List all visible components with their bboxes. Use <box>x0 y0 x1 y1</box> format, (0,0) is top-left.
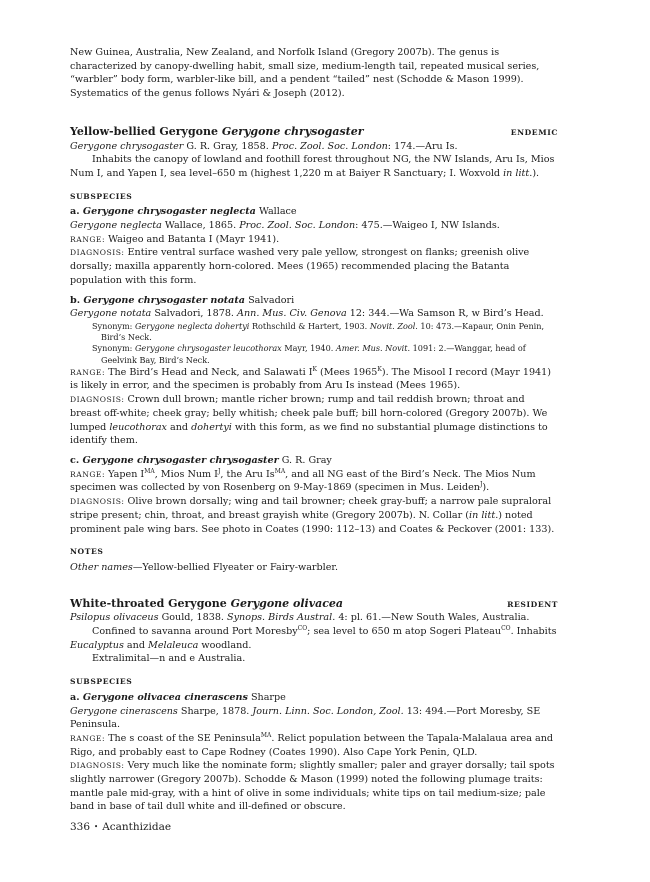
synonym-locality: 1091: 2.—Wanggar, head of Geelvink Bay, Bird’s Neck. <box>101 343 526 365</box>
habitat-text: ; sea level to 650 m atop Sogeri Plateau <box>307 626 502 638</box>
species-heading-white-throated <box>70 597 558 612</box>
citation-locality: : 475.—Waigeo I, NW Islands. <box>355 220 500 232</box>
range-text: The Bird’s Head and Neck, and Salawati I <box>105 366 313 378</box>
synonym-label: Synonym: <box>92 343 135 354</box>
subspecies-author: Salvadori <box>245 294 295 306</box>
page-number: 336 <box>70 821 91 833</box>
synonym-leucothorax <box>79 343 558 365</box>
synonym-journal: Novit. Zool. <box>369 320 418 331</box>
notes-text <box>70 561 558 575</box>
citation-journal: Proc. Zool. Soc. London <box>239 220 356 232</box>
range-text: Waigeo and Batanta I (Mayr 1941). <box>105 233 280 245</box>
citation-author: Sharpe, 1878. <box>177 705 253 717</box>
subspecies-a-citation <box>70 705 558 732</box>
range-text: Yapen I <box>105 468 145 480</box>
citation-name: Gerygone neglecta <box>70 220 162 232</box>
diagnosis-text: Olive brown dorsally; wing and tail browner; cheek gray-buff; a narrow pale supraloral stripe present; chin, throat, and breast grayish white (Gregory 2007b). N. Collar ( <box>70 496 552 521</box>
subspecies-c-range <box>70 468 558 495</box>
scientific-name: Gerygone chrysogaster <box>221 124 364 138</box>
habitat-italic: Eucalyptus <box>70 639 124 651</box>
common-name: Yellow-bellied Gerygone <box>70 124 218 138</box>
synonym-name: Gerygone neglecta dohertyi <box>134 320 250 331</box>
range-label: RANGE: <box>70 367 106 377</box>
status-label: ENDEMIC <box>510 127 558 137</box>
subspecies-letter: b. <box>70 294 84 306</box>
species-citation <box>70 611 558 625</box>
habitat-paragraph <box>70 153 558 180</box>
synonym-name: Gerygone chrysogaster leucothorax <box>134 343 282 354</box>
habitat-text: . Inhabits <box>510 626 557 638</box>
range-label: RANGE: <box>70 234 106 244</box>
habitat-text: woodland. <box>198 639 252 651</box>
range-text: (Mees 1965 <box>317 366 378 378</box>
citation-name: Gerygone notata <box>70 308 152 320</box>
citation-journal: Ann. Mus. Civ. Genova <box>237 308 347 320</box>
synonym-journal: Amer. Mus. Novit. <box>335 343 411 354</box>
scientific-name: Gerygone olivacea <box>230 596 344 610</box>
subspecies-letter: a. <box>70 206 83 218</box>
diagnosis-label: DIAGNOSIS: <box>70 761 125 771</box>
citation-locality: : 174.—Aru Is. <box>387 140 458 152</box>
diagnosis-text: Entire ventral surface washed very pale yellow, strongest on flanks; greenish olive dorsally; maxilla apparently horn-colored. Mees (1965) recommended placing the Batanta population with this form. <box>70 247 530 286</box>
citation-journal: Journ. Linn. Soc. London, Zool. <box>252 705 404 717</box>
diagnosis-label: DIAGNOSIS: <box>70 395 125 405</box>
subspecies-b-diagnosis <box>70 393 558 448</box>
notes-rest: —Yellow-bellied Flyeater or Fairy-warbler. <box>132 561 338 573</box>
habitat-text: and <box>123 639 149 651</box>
intro-paragraph: New Guinea, Australia, New Zealand, and Norfolk Island (Gregory 2007b). The genus is characterized by canopy-dwelling habit, small size, medium-length tail, repeated musical series, “warbler” body form, warbler-like bill, and a pendent “tailed” nest (Schodde & Mason 1999). Systematics of the genus follows Nyári & Joseph (2012). <box>70 47 540 100</box>
subspecies-a-diagnosis <box>70 759 558 814</box>
source-superscript: CO <box>297 624 308 632</box>
diagnosis-label: DIAGNOSIS: <box>70 248 125 258</box>
citation-name: Gerygone cinerascens <box>70 705 178 717</box>
diagnosis-text: Crown dull brown; mantle richer brown; rump and tail reddish brown; throat and breast off-white; cheek gray; belly whitish; cheek pale buff; bill horn-colored (Gregory 2007b). We lumped <box>70 394 548 433</box>
common-name: White-throated Gerygone <box>70 596 227 610</box>
species-heading-yellow-bellied <box>70 125 558 140</box>
citation-author: G. R. Gray, 1858. <box>183 140 272 152</box>
subspecies-author: Wallace <box>255 206 297 218</box>
citation-journal: Synops. Birds Austral. <box>227 612 336 624</box>
habitat-text: Inhabits the canopy of lowland and foothill forest throughout NG, the NW Islands, Aru Is, Mios Num I, and Yapen I, sea level–650 m (highest 1,220 m at Baiyer R Sanctuary; I. Woxvold <box>70 154 555 179</box>
citation-locality: 13: 494.—Port Moresby, SE Peninsula. <box>70 705 541 731</box>
subspecies-a-range <box>70 233 558 247</box>
citation-locality: 12: 344.—Wa Samson R, w Bird’s Head. <box>346 308 544 320</box>
habitat-italic: in litt. <box>503 167 533 179</box>
source-superscript: K <box>377 365 382 373</box>
range-text: , and all NG east of the Bird’s Neck. The Mios Num specimen was collected by von Rosenberg on 9-May-1869 (specimen in Mus. Leiden <box>70 468 536 494</box>
subspecies-letter: c. <box>70 454 83 466</box>
notes-heading: NOTES <box>70 547 104 557</box>
subspecies-heading: SUBSPECIES <box>70 677 133 687</box>
diagnosis-text: with this form, as we find no substantial plumage distinctions to identify them. <box>70 421 548 447</box>
footer-separator: • <box>94 823 99 831</box>
page-footer <box>70 821 171 833</box>
subspecies-author: Sharpe <box>247 691 286 703</box>
subspecies-a-range <box>70 732 558 759</box>
subspecies-name: Gerygone chrysogaster notata <box>83 294 246 306</box>
range-label: RANGE: <box>70 733 106 743</box>
subspecies-b-title <box>70 294 558 308</box>
subspecies-a-citation <box>70 219 558 233</box>
range-text: , the Aru Is <box>220 468 275 480</box>
range-text: The s coast of the SE Peninsula <box>105 732 261 744</box>
habitat-italic: Melaleuca <box>148 639 199 651</box>
source-superscript: J <box>479 481 483 489</box>
habitat-end: ). <box>532 167 540 179</box>
diagnosis-italic: leucothorax <box>109 421 167 433</box>
citation-locality: 4: pl. 61.—New South Wales, Australia. <box>335 612 530 624</box>
diagnosis-italic: dohertyi <box>191 421 232 433</box>
subspecies-b-citation <box>70 307 558 321</box>
subspecies-a-title <box>70 691 558 705</box>
source-superscript: MA <box>260 731 272 739</box>
source-superscript: K <box>312 365 317 373</box>
synonym-author: Rothschild & Hartert, 1903. <box>249 320 370 331</box>
citation-author: Salvadori, 1878. <box>151 308 238 320</box>
diagnosis-text: ) noted prominent pale wing bars. See photo in Coates (1990: 112–13) and Coates & Peckover (2001: 133). <box>70 509 555 535</box>
diagnosis-italic: in litt. <box>469 509 499 521</box>
page-body <box>70 46 558 814</box>
subspecies-heading: SUBSPECIES <box>70 191 133 201</box>
subspecies-name: Gerygone chrysogaster neglecta <box>82 206 256 218</box>
species-citation <box>70 140 558 154</box>
notes-italic: Other names <box>70 561 133 573</box>
species-name <box>70 597 343 611</box>
subspecies-letter: a. <box>70 691 83 703</box>
source-superscript: J <box>217 467 221 475</box>
synonym-dohertyi <box>79 321 558 343</box>
citation-name: Psilopus olivaceus <box>70 612 159 624</box>
source-superscript: MA <box>144 467 155 475</box>
species-name <box>70 125 364 139</box>
range-text: ). The Misool I record (Mayr 1941) is likely in error, and the specimen is probably from Aru Is instead (Mees 1965). <box>70 366 552 392</box>
subspecies-b-range <box>70 366 558 393</box>
subspecies-c-diagnosis <box>70 495 558 536</box>
synonym-author: Mayr, 1940. <box>281 343 336 354</box>
diagnosis-text: Very much like the nominate form; slightly smaller; paler and grayer dorsally; tail spots slightly narrower (Gregory 2007b). Schodde & Mason (1999) noted the following plumage traits: mantle pale mid-gray, with a hint of olive in some individuals; white tips on tail medium-size; pale band in base of tail dull white and ill-defined or obscure. <box>70 760 555 813</box>
habitat-text: Confined to savanna around Port Moresby <box>92 626 298 638</box>
range-text: , Mios Num I <box>154 468 218 480</box>
subspecies-name: Gerygone olivacea cinerascens <box>82 691 248 703</box>
synonym-locality: 10: 473.—Kapaur, Onin Penin, Bird’s Neck. <box>101 320 545 343</box>
citation-name: Gerygone chrysogaster <box>70 140 184 152</box>
subspecies-name: Gerygone chrysogaster chrysogaster <box>82 454 279 466</box>
subspecies-c-title <box>70 454 558 468</box>
status-label: RESIDENT <box>507 599 558 609</box>
diagnosis-label: DIAGNOSIS: <box>70 497 125 507</box>
range-label: RANGE: <box>70 469 106 479</box>
source-superscript: MA <box>274 467 286 475</box>
range-text: ). <box>482 482 490 494</box>
subspecies-a-diagnosis <box>70 246 558 287</box>
source-superscript: CO <box>501 624 511 632</box>
diagnosis-text: and <box>166 421 192 433</box>
synonym-label: Synonym: <box>92 320 135 331</box>
citation-journal: Proc. Zool. Soc. London <box>271 140 388 152</box>
range-text: . Relict population between the Tapala-Malalaua area and Rigo, and probably east to Cape Rodney (Coates 1990). Also Cape York Penin, QLD. <box>70 732 554 758</box>
family-name: Acanthizidae <box>102 821 172 833</box>
extralimital-text: Extralimital—n and e Australia. <box>92 653 246 665</box>
citation-author: Gould, 1838. <box>158 612 228 624</box>
subspecies-author: G. R. Gray <box>278 454 332 466</box>
citation-author: Wallace, 1865. <box>161 220 240 232</box>
subspecies-a-title <box>70 205 558 219</box>
habitat-paragraph <box>70 625 558 652</box>
